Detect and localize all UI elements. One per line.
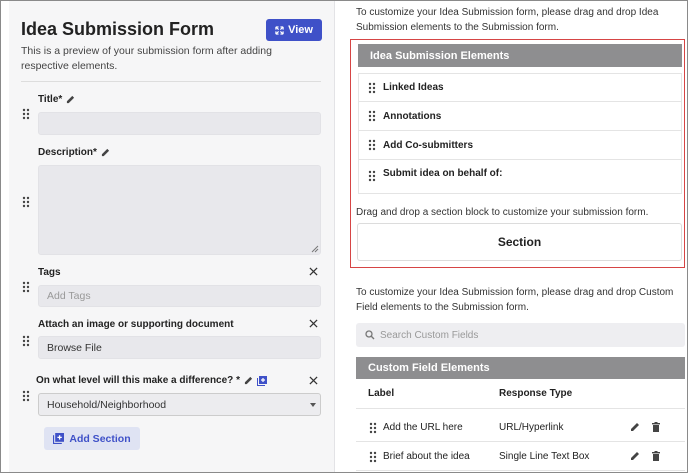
level-label-text: On what level will this make a difference? * xyxy=(36,375,240,386)
view-button-label: View xyxy=(288,24,313,36)
drag-handle-icon[interactable] xyxy=(22,335,30,347)
element-item-label: Add Co-submitters xyxy=(383,139,473,151)
drag-handle-icon[interactable] xyxy=(368,170,376,182)
custom-fields-search-input[interactable] xyxy=(356,323,685,347)
add-box-icon xyxy=(53,433,64,444)
element-item-submit-on-behalf[interactable] xyxy=(358,160,682,194)
title-field-label xyxy=(38,94,75,105)
form-preview-panel xyxy=(9,1,335,473)
elements-header: Idea Submission Elements xyxy=(358,44,682,67)
dropdown-caret-icon xyxy=(310,403,316,407)
add-section-button[interactable] xyxy=(44,427,140,450)
drag-handle-icon[interactable] xyxy=(22,108,30,120)
pencil-icon[interactable] xyxy=(66,95,75,104)
element-item-linked-ideas[interactable] xyxy=(358,73,682,102)
trash-icon[interactable] xyxy=(651,422,661,432)
form-description: This is a preview of your submission form after adding respective elements. xyxy=(21,45,272,72)
elements-hint: To customize your Idea Submission form, please drag and drop Idea Submission elements to the Submission form. xyxy=(356,7,659,33)
view-button[interactable] xyxy=(266,19,322,41)
search-placeholder: Search Custom Fields xyxy=(380,329,479,341)
pencil-icon[interactable] xyxy=(630,422,640,432)
drag-handle-icon[interactable] xyxy=(368,110,376,122)
section-block[interactable]: Section xyxy=(357,223,682,261)
description-textarea[interactable] xyxy=(38,165,321,255)
divider xyxy=(21,81,321,82)
drag-handle-icon[interactable] xyxy=(22,281,30,293)
column-header-label: Label xyxy=(368,388,395,399)
row-response-type: URL/Hyperlink xyxy=(499,421,564,433)
custom-fields-hint: To customize your Idea Submission form, please drag and drop Custom Field elements to the Submission form. xyxy=(356,287,674,313)
title-input[interactable] xyxy=(38,112,321,135)
row-response-type: Single Line Text Box xyxy=(499,450,590,462)
element-item-label: Submit idea on behalf of: xyxy=(383,168,503,179)
drag-handle-icon[interactable] xyxy=(22,196,30,208)
element-item-annotations[interactable] xyxy=(358,102,682,131)
resize-handle-icon[interactable] xyxy=(311,245,319,253)
level-field-label xyxy=(36,375,267,386)
close-icon[interactable] xyxy=(309,376,318,385)
tags-input[interactable]: Add Tags xyxy=(38,285,321,307)
element-item-label: Linked Ideas xyxy=(383,82,444,93)
element-item-label: Annotations xyxy=(383,110,442,122)
add-box-icon[interactable] xyxy=(257,376,267,386)
column-header-response-type: Response Type xyxy=(499,388,573,399)
pencil-icon[interactable] xyxy=(630,451,640,461)
title-label-text: Title* xyxy=(38,94,63,105)
section-hint: Drag and drop a section block to customize your submission form. xyxy=(356,207,649,218)
expand-icon xyxy=(275,26,284,35)
trash-icon[interactable] xyxy=(651,451,661,461)
close-icon[interactable] xyxy=(309,319,318,328)
close-icon[interactable] xyxy=(309,267,318,276)
table-row[interactable] xyxy=(356,413,685,442)
table-row[interactable] xyxy=(356,442,685,471)
description-field-label xyxy=(38,147,110,158)
row-label: Add the URL here xyxy=(383,421,463,433)
page-title: Idea Submission Form xyxy=(21,19,215,39)
row-label: Brief about the idea xyxy=(383,450,470,462)
drag-handle-icon[interactable] xyxy=(369,422,377,434)
custom-fields-header: Custom Field Elements xyxy=(356,357,685,379)
custom-fields-table-header xyxy=(356,379,685,409)
add-section-label: Add Section xyxy=(69,432,131,445)
description-label-text: Description* xyxy=(38,147,97,158)
drag-handle-icon[interactable] xyxy=(368,82,376,94)
pencil-icon[interactable] xyxy=(244,376,253,385)
tags-field-label: Tags xyxy=(38,267,61,278)
pencil-icon[interactable] xyxy=(101,148,110,157)
search-icon xyxy=(365,330,375,340)
browse-file-input[interactable]: Browse File xyxy=(38,336,321,359)
level-select[interactable]: Household/Neighborhood xyxy=(38,393,321,416)
attach-field-label: Attach an image or supporting document xyxy=(38,319,234,330)
drag-handle-icon[interactable] xyxy=(368,139,376,151)
element-item-add-co-submitters[interactable] xyxy=(358,131,682,160)
drag-handle-icon[interactable] xyxy=(22,390,30,402)
drag-handle-icon[interactable] xyxy=(369,451,377,463)
